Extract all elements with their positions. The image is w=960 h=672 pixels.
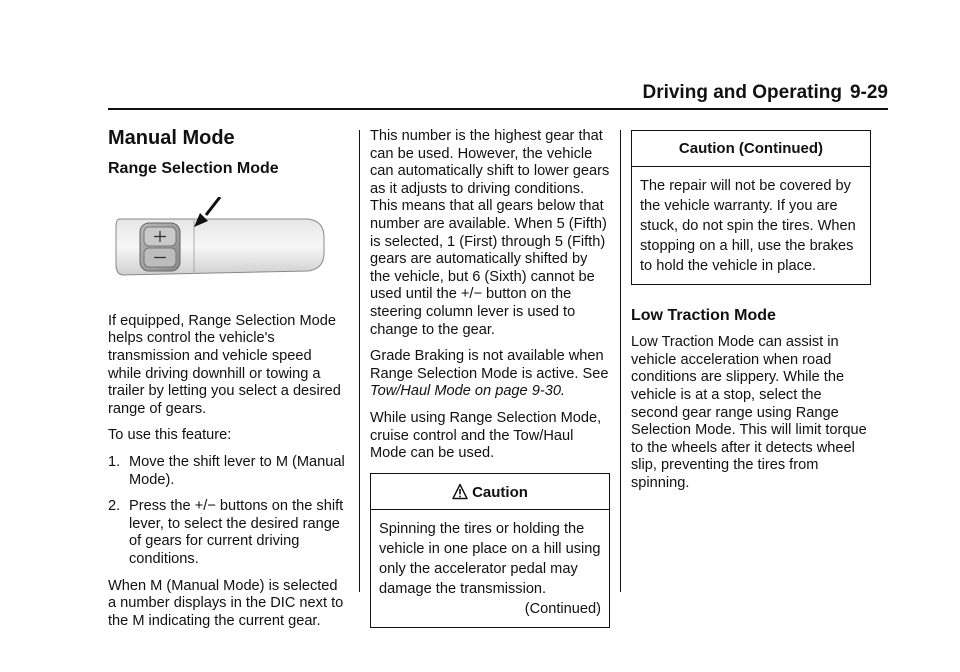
caution-body <box>371 510 609 627</box>
caution-title: Caution <box>472 483 528 501</box>
list-text: Press the +/− buttons on the shift lever, to select the desired range of gears for current driving conditions. <box>129 498 344 567</box>
list-item <box>108 454 348 489</box>
paragraph: While using Range Selection Mode, cruise control and the Tow/Haul Mode can be used. <box>370 409 602 462</box>
caution-box <box>370 473 610 629</box>
section-title: Driving and Operating <box>642 82 842 103</box>
paragraph <box>370 348 610 401</box>
paragraph: Low Traction Mode can assist in vehicle acceleration when road conditions are slippery. While the vehicle is at a stop, select the second gear range using Range Selection Mode. This will limit torque to the wheels after it detects wheel slip, preventing the tires from spinning. <box>631 334 867 491</box>
list-text: Move the shift lever to M (Manual Mode). <box>129 453 345 488</box>
paragraph: To use this feature: <box>108 427 232 444</box>
list-number: 2. <box>108 498 121 515</box>
column-2 <box>370 128 610 628</box>
paragraph-text: Grade Braking is not available when Range Selection Mode is active. See <box>370 348 609 382</box>
cross-reference-link[interactable]: Tow/Haul Mode on page 9-30. <box>370 383 565 400</box>
page-header <box>0 78 960 108</box>
page-number: 9-29 <box>849 82 888 103</box>
paragraph: When M (Manual Mode) is selected a number displays in the DIC next to the M indicating the current gear. <box>108 577 344 629</box>
list-number: 1. <box>108 453 121 470</box>
paragraph: This number is the highest gear that can be used. However, the vehicle can automatically shift to lower gears as it adjusts to driving conditions. This means that all gears below that number are available. When 5 (Fifth) is selected, 1 (First) through 5 (Fifth) gears are automatically shifted by the vehicle, but 6 (Sixth) cannot be used until the +/− button on the steering column lever is used to change to the gear. <box>370 128 610 338</box>
manual-mode-heading: Manual Mode <box>108 127 235 149</box>
column-divider-2 <box>620 130 621 592</box>
column-3 <box>631 128 871 502</box>
column-divider-1 <box>359 130 360 592</box>
range-selection-subheading: Range Selection Mode <box>108 159 279 177</box>
list-item <box>108 498 348 568</box>
column-1 <box>108 128 348 639</box>
paragraph: If equipped, Range Selection Mode helps control the vehicle's transmission and vehicle speed while driving downhill or towing a trailer by letting you select a desired range of gears. <box>108 312 341 417</box>
warning-triangle-icon <box>452 483 468 500</box>
caution-continued-box <box>631 130 871 285</box>
caution-text: Spinning the tires or holding the vehicle in one place on a hill using only the accelerator pedal may damage the transmission. <box>379 521 601 598</box>
shift-lever-buttons-illustration <box>108 197 328 293</box>
caution-header <box>371 474 609 511</box>
header-rule <box>108 108 888 110</box>
caution-continued-text: The repair will not be covered by the vehicle warranty. If you are stuck, do not spin the tires. When stopping on a hill, use the brakes to hold the vehicle in place. <box>640 177 856 274</box>
low-traction-heading: Low Traction Mode <box>631 306 776 324</box>
caution-continued-header: Caution (Continued) <box>632 131 870 167</box>
continued-label: (Continued) <box>524 601 601 618</box>
